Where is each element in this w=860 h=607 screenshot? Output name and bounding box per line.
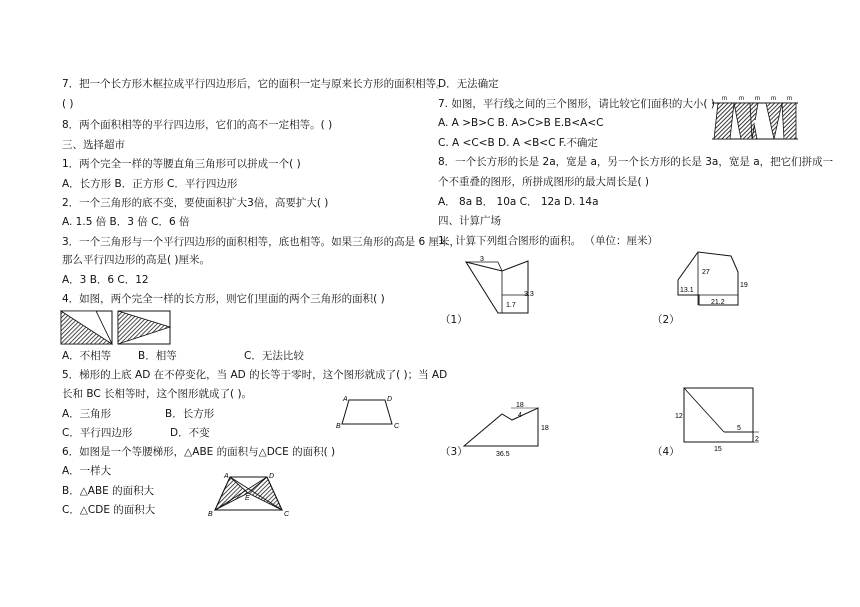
c8-options: A． 8a B． 10a C． 12a D. 14a <box>438 196 599 208</box>
q6-label-c: C <box>284 511 290 518</box>
c2-options: A. 1.5 倍 B．3 倍 C．6 倍 <box>62 216 190 228</box>
fig4-label: （4） <box>652 446 680 458</box>
q6-trapezoid <box>205 470 295 518</box>
c4-option-a: A．不相等 <box>62 350 112 362</box>
q4-figure <box>60 310 172 346</box>
c3-options: A．3 B．6 C．12 <box>62 274 149 286</box>
c6-option-a: A．一样大 <box>62 465 112 477</box>
fig1-num-3-3: 3.3 <box>524 291 534 298</box>
q6-label-a: A <box>224 473 229 480</box>
calc-figure-4 <box>672 384 762 452</box>
q7-label-a: A <box>732 120 738 127</box>
fig2-num-13-1: 13.1 <box>680 287 694 294</box>
calc-figure-1 <box>462 255 544 325</box>
q7-label-m3: m <box>755 96 760 102</box>
q5-trapezoid <box>335 392 403 430</box>
fig4-num-12: 12 <box>675 413 683 420</box>
fig3-num-4: 4 <box>518 412 522 419</box>
fig2-label: （2） <box>652 314 680 326</box>
fig3-label: （3） <box>440 446 468 458</box>
c3-line2: 那么平行四边形的高是( )厘米。 <box>62 254 211 266</box>
c8-line1: 8．一个长方形的长是 2a，宽是 a，另一个长方形的长是 3a，宽是 a，把它们拼成一 <box>438 156 834 168</box>
q5-label-b: B <box>336 423 341 430</box>
q7-label-m5: m <box>787 96 792 102</box>
q6-label-b: B <box>208 511 213 518</box>
fig4-num-15: 15 <box>714 446 722 452</box>
c5-option-b: B．长方形 <box>165 408 215 420</box>
q5-label-d: D <box>387 396 393 403</box>
c8-line2: 个不重叠的图形，所拼成图形的最大周长是( ) <box>438 176 650 188</box>
c1-options: A．长方形 B．正方形 C．平行四边形 <box>62 178 238 190</box>
q8: 8．两个面积相等的平行四边形，它们的高不一定相等。( ) <box>62 119 333 131</box>
c4-option-b: B．相等 <box>138 350 177 362</box>
c6: 6．如图是一个等腰梯形，△ABE 的面积与△DCE 的面积( ) <box>62 446 336 458</box>
c6-option-b: B．△ABE 的面积大 <box>62 485 155 497</box>
c5-option-c: C．平行四边形 <box>62 427 133 439</box>
c3-line1: 3．一个三角形与一个平行四边形的面积相等，底也相等。如果三角形的高是 6 厘米， <box>62 236 461 248</box>
c4-option-c: C．无法比较 <box>244 350 304 362</box>
c7: 7. 如图，平行线之间的三个图形，请比较它们面积的大小( ) <box>438 98 715 110</box>
c5-line1: 5．梯形的上底 AD 在不停变化，当 AD 的长等于零时，这个图形就成了( )；当 AD <box>62 369 448 381</box>
fig3-num-36-5: 36.5 <box>496 451 510 458</box>
fig2-num-21-2: 21.2 <box>711 299 725 306</box>
q7-figure <box>712 93 798 141</box>
c1: 1．两个完全一样的等腰直角三角形可以拼成一个( ) <box>62 158 301 170</box>
q6-label-d: D <box>269 473 275 480</box>
q7-label-m4: m <box>771 96 776 102</box>
fig1-num-3: 3 <box>480 256 484 263</box>
fig4-num-5: 5 <box>737 425 741 432</box>
q7-label-b: B <box>754 120 760 127</box>
q7-label-m1: m <box>722 96 727 102</box>
calc-q1: 1．计算下列组合图形的面积。 （单位：厘米） <box>438 235 659 247</box>
q5-label-c: C <box>394 423 400 430</box>
q7-label-c: C <box>778 120 784 127</box>
calc-figure-3 <box>456 396 556 458</box>
section3-title: 三、选择超市 <box>62 139 125 151</box>
c6-option-d: D．无法确定 <box>438 78 499 90</box>
q7-line1: 7．把一个长方形木框拉成平行四边形后，它的面积一定与原来长方形的面积相等。 <box>62 78 447 90</box>
c7-options-2: C. A <C<B D. A <B<C F.不确定 <box>438 137 598 149</box>
fig3-num-18-top: 18 <box>516 402 524 409</box>
c5-option-a: A．三角形 <box>62 408 112 420</box>
fig3-num-18-side: 18 <box>541 425 549 432</box>
section4-title: 四、计算广场 <box>438 215 501 227</box>
fig2-num-27: 27 <box>702 269 710 276</box>
c2: 2．一个三角形的底不变，要使面积扩大3倍，高要扩大( ) <box>62 197 329 209</box>
calc-figure-2 <box>676 248 756 316</box>
fig4-num-2: 2 <box>755 436 759 443</box>
q7-line2: ( ) <box>62 98 74 110</box>
q6-label-e: E <box>245 495 250 502</box>
c5-option-d: D．不变 <box>170 427 210 439</box>
fig1-num-1-7: 1.7 <box>506 302 516 309</box>
q7-label-m2: m <box>739 96 744 102</box>
c7-options: A. A >B>C B. A>C>B E.B<A<C <box>438 117 604 129</box>
fig1-label: （1） <box>440 314 468 326</box>
c6-option-c: C．△CDE 的面积大 <box>62 504 156 516</box>
fig2-num-19: 19 <box>740 282 748 289</box>
c5-line2: 长和 BC 长相等时，这个图形就成了( )。 <box>62 388 253 400</box>
c4: 4．如图，两个完全一样的长方形，则它们里面的两个三角形的面积( ) <box>62 293 385 305</box>
q5-label-a: A <box>343 396 348 403</box>
